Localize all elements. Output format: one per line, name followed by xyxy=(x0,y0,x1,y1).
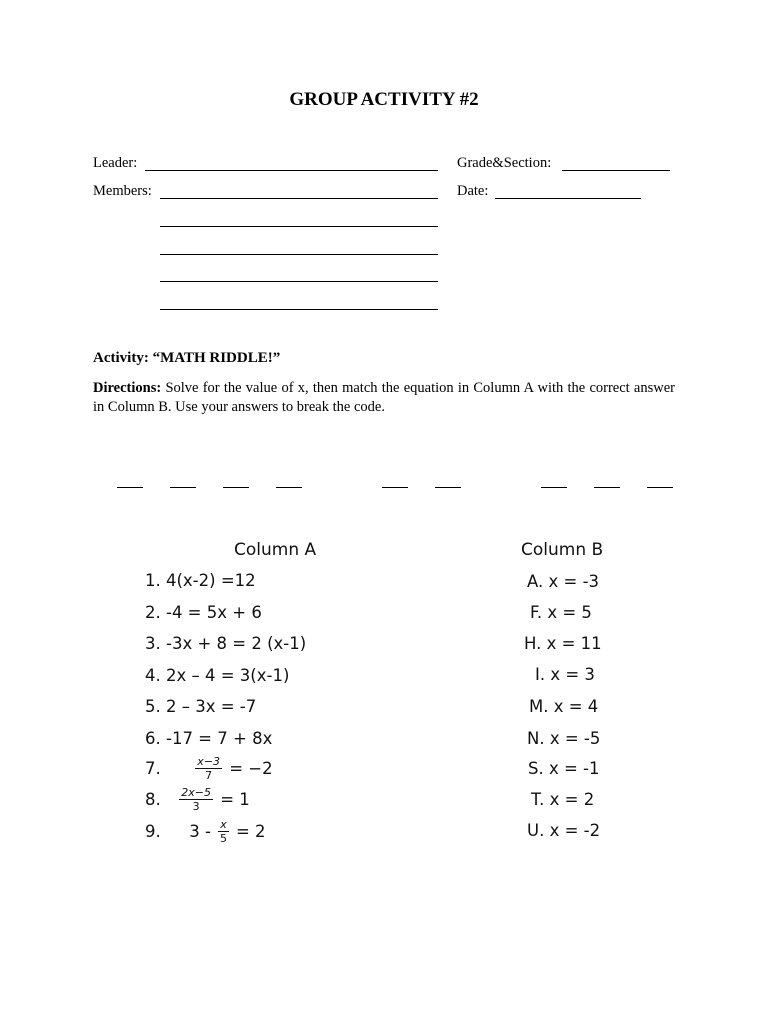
code-blank-3[interactable] xyxy=(223,487,249,488)
code-blank-8[interactable] xyxy=(594,487,620,488)
answer-m: M. x = 4 xyxy=(529,697,599,716)
activity-heading xyxy=(93,350,280,367)
equation-7-number: 7. xyxy=(145,759,161,778)
equation-7-denominator: 7 xyxy=(205,769,213,782)
directions xyxy=(93,379,675,417)
answer-i: I. x = 3 xyxy=(535,665,595,684)
column-a-heading: Column A xyxy=(234,540,317,560)
directions-label: Directions: xyxy=(93,380,162,396)
equation-7 xyxy=(145,755,273,782)
date-line[interactable] xyxy=(495,198,641,199)
equation-7-rhs: = −2 xyxy=(229,759,273,778)
code-blank-6[interactable] xyxy=(435,487,461,488)
member-line-3[interactable] xyxy=(160,254,438,255)
equation-5: 5. 2 – 3x = -7 xyxy=(145,697,257,716)
equation-9-numerator: x xyxy=(220,818,227,831)
code-blank-7[interactable] xyxy=(541,487,567,488)
members-label: Members: xyxy=(93,183,152,199)
equation-8 xyxy=(145,786,250,813)
page-title: GROUP ACTIVITY #2 xyxy=(289,89,479,110)
member-line-2[interactable] xyxy=(160,226,438,227)
member-line-1[interactable] xyxy=(160,198,438,199)
equation-2: 2. -4 = 5x + 6 xyxy=(145,603,262,622)
answer-t: T. x = 2 xyxy=(531,790,595,809)
answer-f: F. x = 5 xyxy=(530,603,592,622)
leader-label: Leader: xyxy=(93,155,138,171)
answer-n: N. x = -5 xyxy=(527,729,601,748)
equation-1: 1. 4(x-2) =12 xyxy=(145,571,256,590)
leader-line[interactable] xyxy=(145,170,438,171)
member-line-4[interactable] xyxy=(160,281,438,282)
answer-u: U. x = -2 xyxy=(527,821,601,840)
equation-8-fraction xyxy=(179,786,213,813)
answer-a: A. x = -3 xyxy=(527,572,600,591)
equation-8-numerator: 2x−5 xyxy=(181,786,211,799)
equation-9-rhs: = 2 xyxy=(235,822,266,841)
code-blank-2[interactable] xyxy=(170,487,196,488)
code-blank-9[interactable] xyxy=(647,487,673,488)
equation-9-denominator: 5 xyxy=(219,832,227,845)
answer-s: S. x = -1 xyxy=(528,759,600,778)
equation-9-fraction xyxy=(218,818,229,845)
equation-9-lhs: 3 - xyxy=(189,822,211,841)
equation-8-rhs: = 1 xyxy=(220,790,250,809)
equation-7-numerator: x−3 xyxy=(197,755,220,768)
equation-9-number: 9. xyxy=(145,822,161,841)
column-b-heading: Column B xyxy=(521,540,604,560)
member-line-5[interactable] xyxy=(160,309,438,310)
grade-section-line[interactable] xyxy=(562,170,670,171)
answer-h: H. x = 11 xyxy=(524,634,602,653)
code-blank-1[interactable] xyxy=(117,487,143,488)
equation-9 xyxy=(145,818,266,845)
equation-8-denominator: 3 xyxy=(192,800,200,813)
directions-text: Solve for the value of x, then match the equation in Column A with the correct answer in Column B. Use your answers to break the code. xyxy=(93,380,675,415)
date-label: Date: xyxy=(457,183,489,199)
activity-name: “MATH RIDDLE!” xyxy=(152,350,281,366)
code-blank-4[interactable] xyxy=(276,487,302,488)
equation-4: 4. 2x – 4 = 3(x-1) xyxy=(145,666,290,685)
equation-3: 3. -3x + 8 = 2 (x-1) xyxy=(145,634,307,653)
equation-7-fraction xyxy=(195,755,222,782)
equation-6: 6. -17 = 7 + 8x xyxy=(145,729,273,748)
activity-label: Activity: xyxy=(93,350,149,366)
equation-8-number: 8. xyxy=(145,790,161,809)
code-blank-5[interactable] xyxy=(382,487,408,488)
grade-section-label: Grade&Section: xyxy=(457,155,552,171)
